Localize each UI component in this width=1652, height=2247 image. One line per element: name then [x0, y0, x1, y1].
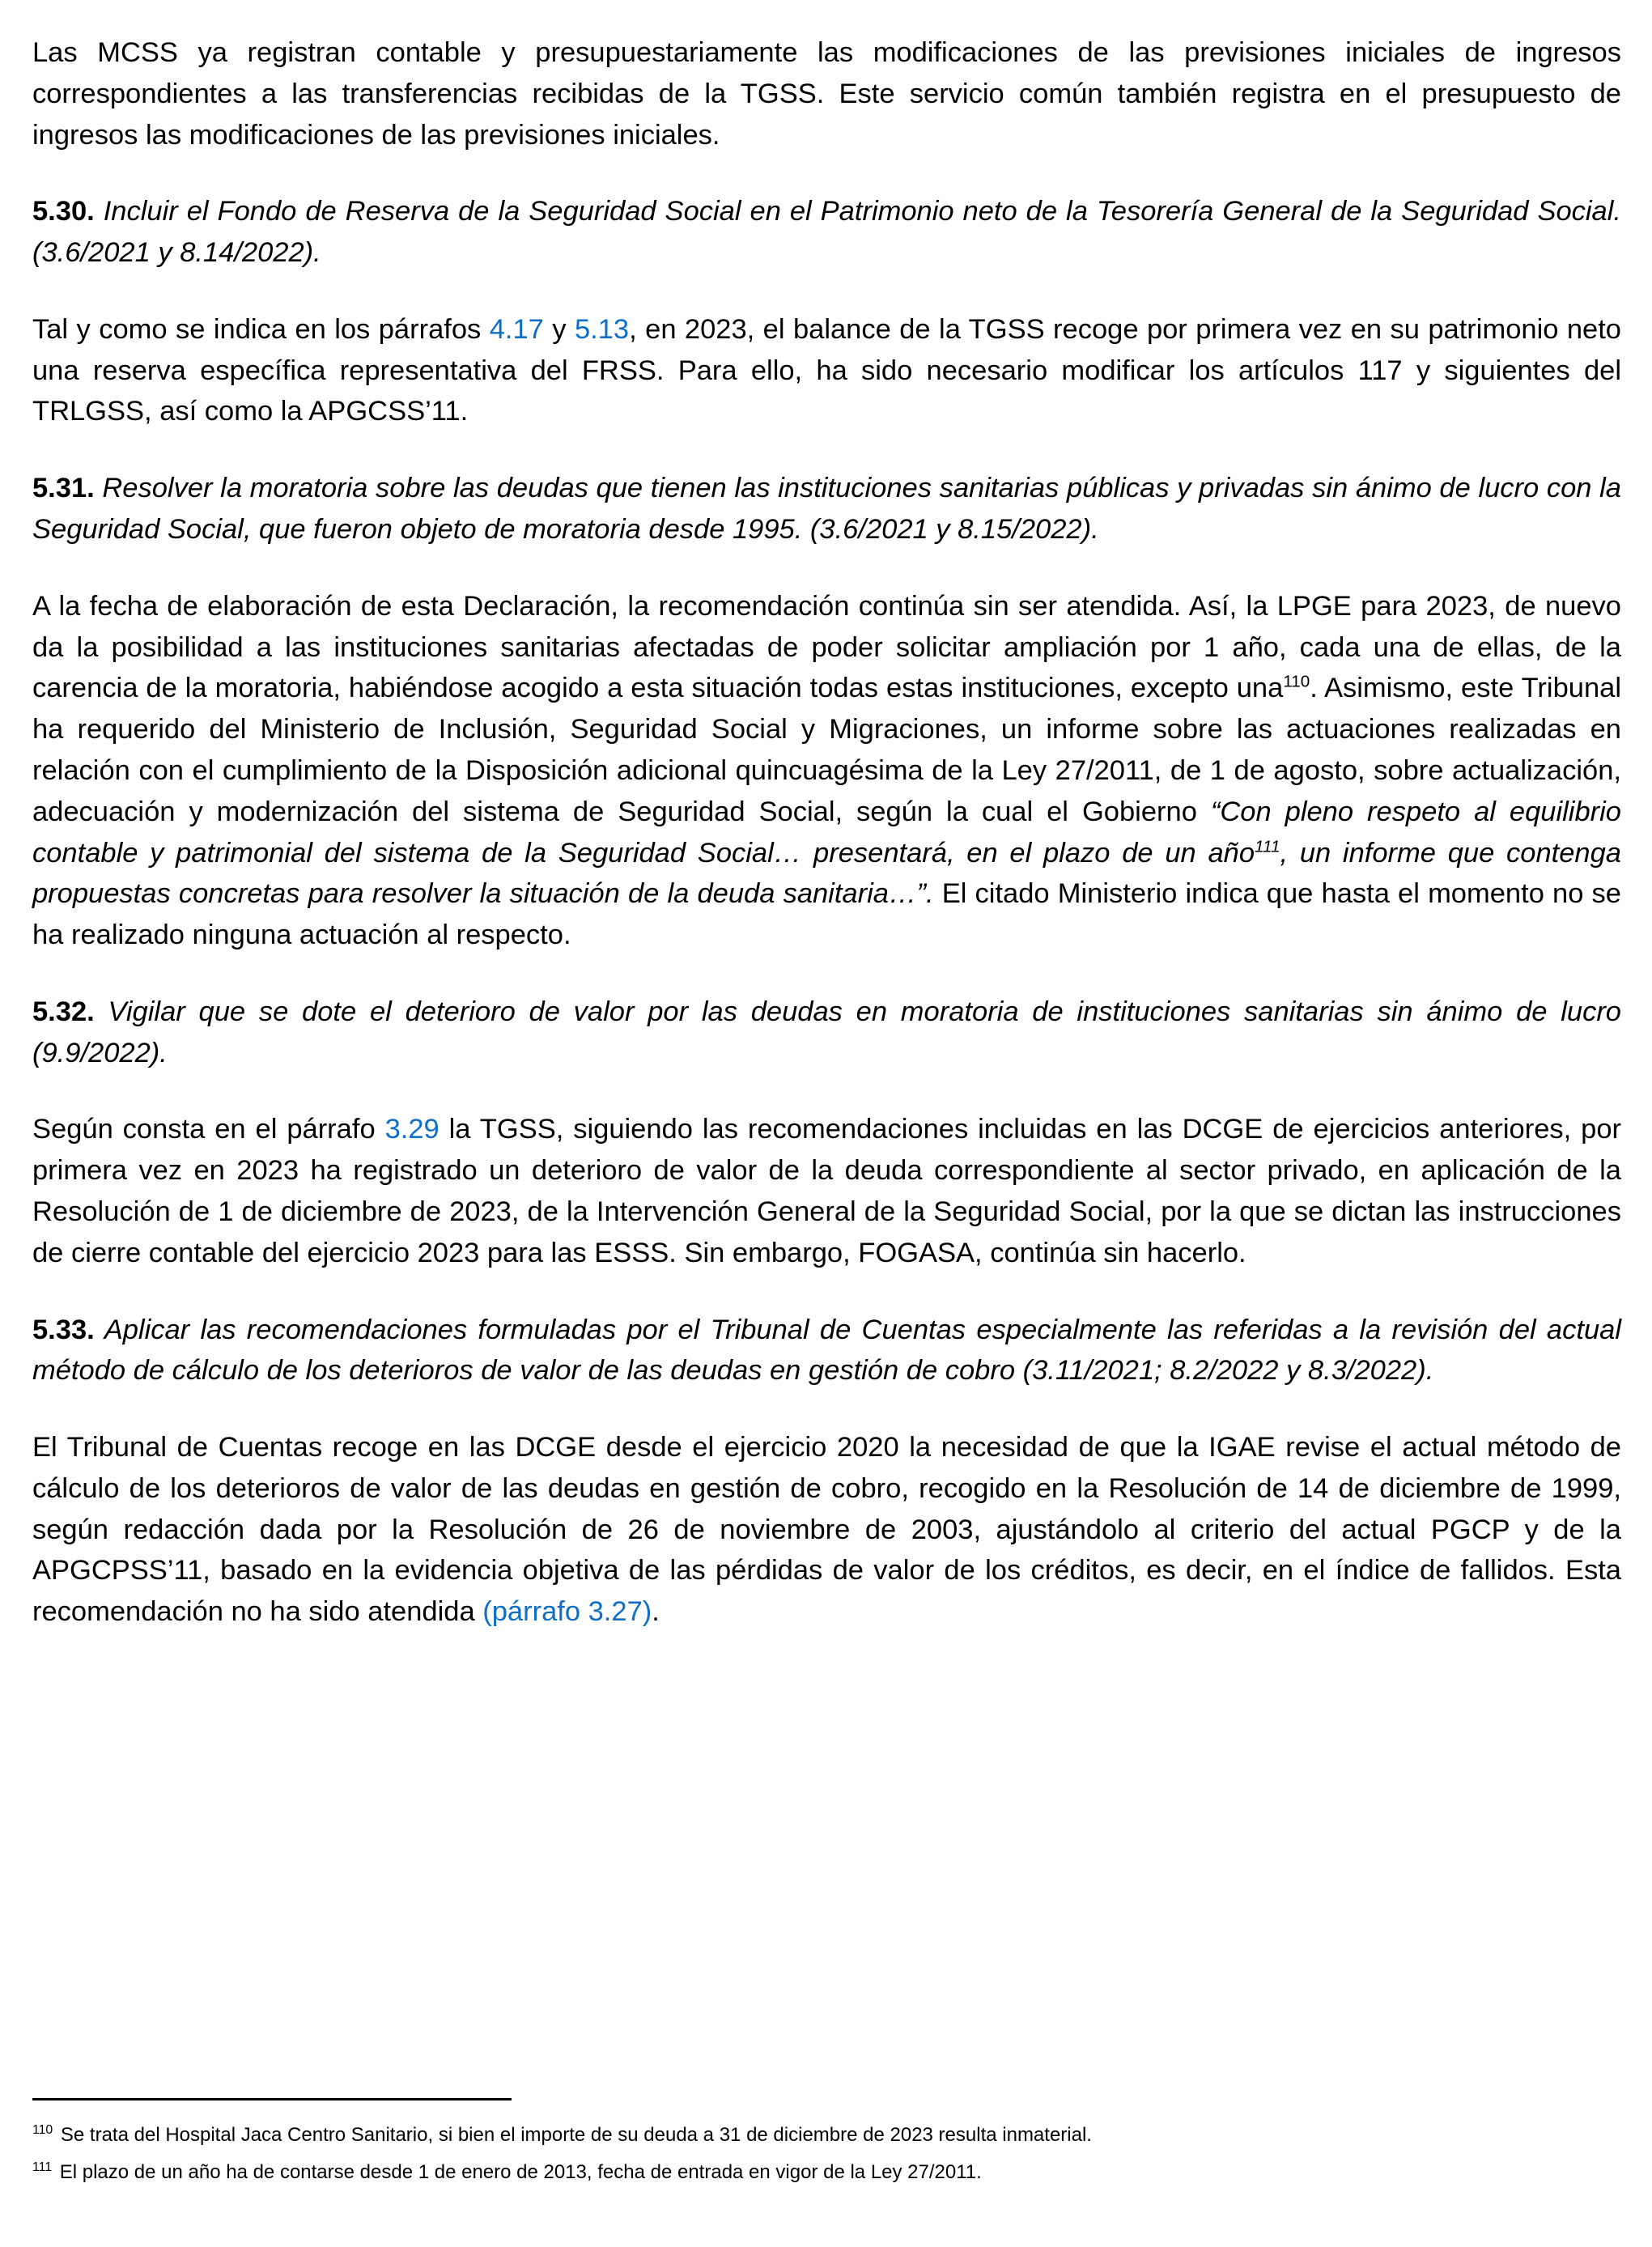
cross-reference-link-parrafo-3-27[interactable]: (párrafo 3.27): [482, 1596, 652, 1628]
footnote-marker-110[interactable]: 110: [1283, 672, 1310, 691]
footnote-110: [32, 2122, 1621, 2149]
paragraph-5-32-lead: Según consta en el párrafo: [32, 1114, 385, 1145]
recommendation-5-31-text: Resolver la moratoria sobre las deudas que tienen las instituciones sanitarias públicas y privadas sin ánimo de lucro con la Seguridad Social, que fueron objeto de moratoria desde 1995. (3.6/2021 y 8.15/2022).: [32, 473, 1621, 546]
recommendation-5-31: [32, 468, 1621, 550]
paragraph-5-33-body: [32, 1427, 1621, 1633]
paragraph-intro-text: Las MCSS ya registran contable y presupuestariamente las modificaciones de las previsiones iniciales de ingresos correspondientes a las transferencias recibidas de la TGSS. Este servicio común también registra en el presupuesto de ingresos las modificaciones de las previsiones iniciales.: [32, 37, 1621, 151]
footnote-111: [32, 2159, 1621, 2186]
paragraph-5-32-rest: la TGSS, siguiendo las recomendaciones incluidas en las DCGE de ejercicios anteriores, por primera vez en 2023 ha registrado un deterioro de valor de la deuda correspondiente al sector privado, en aplicación de la Resolución de 1 de diciembre de 2023, de la Intervención General de la Seguridad Social, por la que se dictan las instrucciones de cierre contable del ejercicio 2023 para las ESSS. Sin embargo, FOGASA, continúa sin hacerlo.: [32, 1114, 1621, 1268]
footnote-110-marker: 110: [32, 2123, 53, 2137]
cross-reference-link-5-13[interactable]: 5.13: [574, 313, 630, 345]
paragraph-5-31-seg1: A la fecha de elaboración de esta Declaración, la recomendación continúa sin ser atendida. Así, la LPGE para 2023, de nuevo da la posibilidad a las instituciones sanitarias afectadas de poder solicitar ampliación por 1 año, cada una de ellas, de la carencia de la moratoria, habiéndose acogido a esta situación todas estas instituciones, excepto una: [32, 590, 1621, 704]
paragraph-5-33-rest: .: [652, 1596, 660, 1628]
paragraph-5-30-lead: Tal y como se indica en los párrafos: [32, 313, 490, 345]
paragraph-5-31-seg3: El citado Ministerio indica que hasta el momento no se ha realizado ninguna actuación al respecto.: [32, 878, 1621, 951]
recommendation-5-30-text: Incluir el Fondo de Reserva de la Seguridad Social en el Patrimonio neto de la Tesorería General de la Seguridad Social. (3.6/2021 y 8.14/2022).: [32, 196, 1621, 269]
paragraph-5-30-body: [32, 309, 1621, 432]
paragraph-5-33-lead: El Tribunal de Cuentas recoge en las DCGE desde el ejercicio 2020 la necesidad de que la IGAE revise el actual método de cálculo de los deterioros de valor de las deudas en gestión de cobro, recogido en la Resolución de 14 de diciembre de 1999, según redacción dada por la Resolución de 26 de noviembre de 2003, ajustándolo al criterio del actual PGCP y de la APGCPSS’11, basado en la evidencia objetiva de las pérdidas de valor de los créditos, es decir, en el índice de fallidos. Esta recomendación no ha sido atendida: [32, 1432, 1621, 1628]
footnote-111-marker: 111: [32, 2160, 53, 2175]
cross-reference-link-4-17[interactable]: 4.17: [489, 313, 544, 345]
paragraph-5-31-seg2: . Asimismo, este Tribunal ha requerido del Ministerio de Inclusión, Seguridad Social y Migraciones, un informe sobre las actuaciones realizadas en relación con el cumplimiento de la Disposición adicional quincuagésima de la Ley 27/2011, de 1 de agosto, sobre actualización, adecuación y modernización del sistema de Seguridad Social, según la cual el Gobierno: [32, 673, 1621, 827]
recommendation-5-33: [32, 1310, 1621, 1392]
recommendation-5-32-number: 5.32.: [32, 996, 95, 1027]
recommendation-5-32: [32, 992, 1621, 1074]
footnote-111-text: El plazo de un año ha de contarse desde 1 de enero de 2013, fecha de entrada en vigor de la Ley 27/2011.: [54, 2161, 982, 2184]
paragraph-5-30-mid: y: [543, 313, 575, 345]
recommendation-5-30: [32, 191, 1621, 274]
paragraph-intro: [32, 32, 1621, 155]
paragraph-5-31-quote-part2: , un informe que contenga propuestas concretas para resolver la situación de la deuda sanitaria…”.: [32, 837, 1621, 910]
cross-reference-link-3-29[interactable]: 3.29: [384, 1114, 440, 1145]
recommendation-5-31-number: 5.31.: [32, 473, 95, 504]
recommendation-5-30-number: 5.30.: [32, 196, 95, 227]
paragraph-5-31-quote-part1: “Con pleno respeto al equilibrio contable y patrimonial del sistema de la Seguridad Social… presentará, en el plazo de un año: [32, 796, 1621, 869]
document-body: [32, 32, 1621, 1633]
paragraph-5-30-rest: , en 2023, el balance de la TGSS recoge por primera vez en su patrimonio neto una reserva específica representativa del FRSS. Para ello, ha sido necesario modificar los artículos 117 y siguientes del TRLGSS, así como la APGCSS’11.: [32, 313, 1621, 427]
paragraph-5-31-body: [32, 586, 1621, 956]
recommendation-5-32-text: Vigilar que se dote el deterioro de valor por las deudas en moratoria de instituciones sanitarias sin ánimo de lucro (9.9/2022).: [32, 996, 1621, 1068]
footnote-marker-111[interactable]: 111: [1255, 837, 1280, 856]
paragraph-5-32-body: [32, 1109, 1621, 1273]
recommendation-5-33-text: Aplicar las recomendaciones formuladas por el Tribunal de Cuentas especialmente las referidas a la revisión del actual método de cálculo de los deterioros de valor de las deudas en gestión de cobro (3.11/2021; 8.2/2022 y 8.3/2022).: [32, 1314, 1621, 1387]
footnote-separator-rule: [32, 2098, 512, 2100]
footnotes-section: [32, 2098, 1621, 2186]
recommendation-5-33-number: 5.33.: [32, 1314, 95, 1345]
footnote-110-text: Se trata del Hospital Jaca Centro Sanitario, si bien el importe de su deuda a 31 de diciembre de 2023 resulta inmaterial.: [55, 2124, 1092, 2146]
